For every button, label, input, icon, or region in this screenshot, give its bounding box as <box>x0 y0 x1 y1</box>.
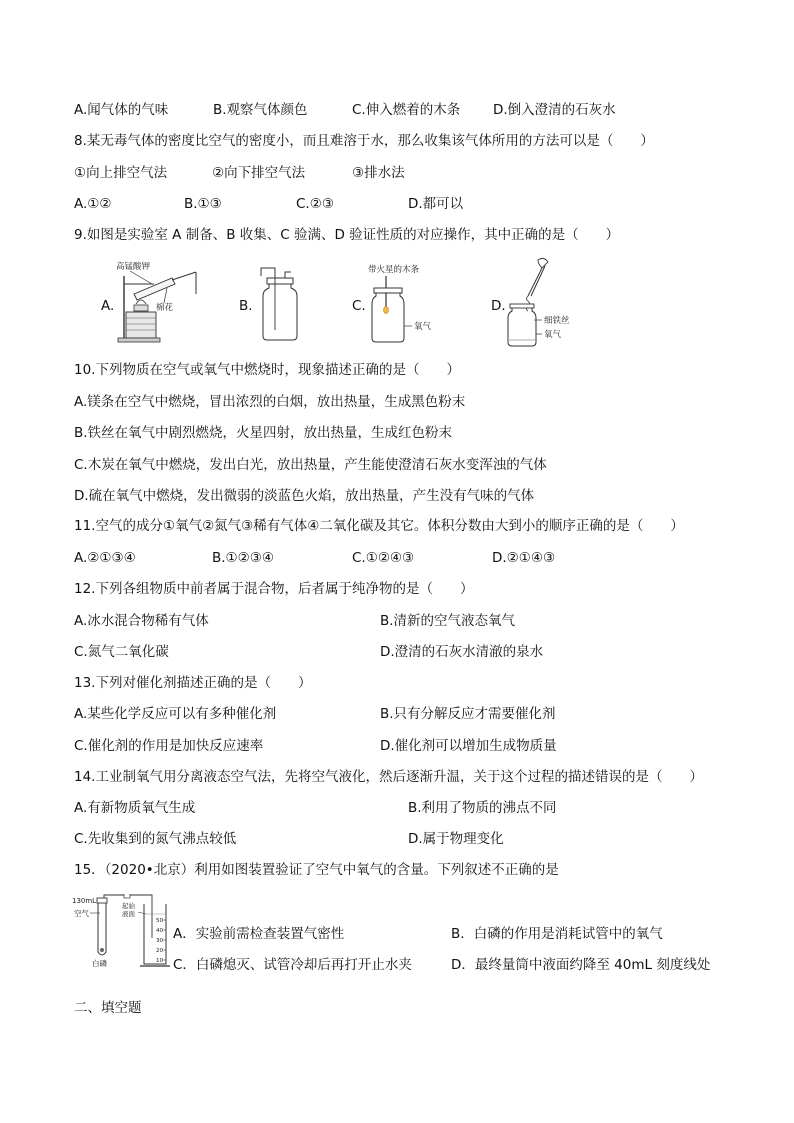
section-title-fill-in: 二、填空题 <box>74 1000 142 1016</box>
q12-option-d: D.澄清的石灰水清澈的泉水 <box>380 644 544 660</box>
figure-d-label-oxygen: 氧气 <box>544 330 562 340</box>
figure-15-label-volume: 130mL <box>72 897 97 905</box>
q14-option-c: C.先收集到的氮气沸点较低 <box>74 831 237 847</box>
figure-a-label-kmno4: 高锰酸钾 <box>116 262 151 272</box>
q7-option-b: B.观察气体颜色 <box>213 102 308 118</box>
q13-option-c: C.催化剂的作用是加快反应速率 <box>74 738 264 754</box>
figure-15-tick-30: 30 <box>156 938 163 944</box>
q7-option-d: D.倒入澄清的石灰水 <box>493 102 616 118</box>
q9-label-c: C. <box>352 298 366 314</box>
q10-stem: 10.下列物质在空气或氧气中燃烧时，现象描述正确的是（ ） <box>74 362 460 378</box>
q12-option-b: B.清新的空气液态氧气 <box>380 613 516 629</box>
q15-option-d: D．最终量筒中液面约降至 40mL 刻度线处 <box>451 957 711 973</box>
q9-label-a: A. <box>101 298 115 314</box>
q11-stem: 11.空气的成分①氧气②氮气③稀有气体④二氧化碳及其它。体积分数由大到小的顺序正确的是（ ） <box>74 518 684 534</box>
q10-option-c: C.木炭在氧气中燃烧，发出白光，放出热量，产生能使澄清石灰水变浑浊的气体 <box>74 457 547 473</box>
q10-option-b: B.铁丝在氧气中剧烈燃烧，火星四射，放出热量，生成红色粉末 <box>74 425 453 441</box>
figure-15-label-start-2: 液面 <box>122 910 135 918</box>
q10-option-d: D.硫在氧气中燃烧，发出微弱的淡蓝色火焰，放出热量，产生没有气味的气体 <box>74 488 535 504</box>
q13-stem: 13.下列对催化剂描述正确的是（ ） <box>74 675 312 691</box>
q14-option-a: A.有新物质氧气生成 <box>74 800 196 816</box>
figure-c-label-splint: 带火星的木条 <box>368 265 420 275</box>
figure-15-tick-50: 50 <box>156 918 163 924</box>
q8-stem: 8.某无毒气体的密度比空气的密度小，而且难溶于水，那么收集该气体所用的方法可以是（ ） <box>74 133 654 149</box>
q8-method-3: ③排水法 <box>352 165 405 181</box>
q14-stem: 14.工业制氧气用分离液态空气法，先将空气液化，然后逐渐升温，关于这个过程的描述错误的是（ ） <box>74 769 703 785</box>
q11-option-d: D.②①④③ <box>492 550 556 566</box>
q10-option-a: A.镁条在空气中燃烧，冒出浓烈的白烟，放出热量，生成黑色粉末 <box>74 394 466 410</box>
q13-option-b: B.只有分解反应才需要催化剂 <box>380 706 556 722</box>
q9-label-b: B. <box>239 298 253 314</box>
q7-option-c: C.伸入燃着的木条 <box>352 102 461 118</box>
q12-stem: 12.下列各组物质中前者属于混合物，后者属于纯净物的是（ ） <box>74 581 474 597</box>
q9-stem: 9.如图是实验室 A 制备、B 收集、C 验满、D 验证性质的对应操作，其中正确的是（ ） <box>74 227 620 243</box>
q8-method-2: ②向下排空气法 <box>212 165 306 181</box>
q8-option-d: D.都可以 <box>408 196 464 212</box>
q13-option-a: A.某些化学反应可以有多种催化剂 <box>74 706 277 722</box>
q12-option-c: C.氮气二氧化碳 <box>74 644 169 660</box>
q8-option-c: C.②③ <box>296 196 334 212</box>
figure-15-tick-20: 20 <box>156 948 163 954</box>
q12-option-a: A.冰水混合物稀有气体 <box>74 613 209 629</box>
figure-15-label-air: 空气 <box>74 909 89 918</box>
figure-15-label-phosphorus: 白磷 <box>92 959 107 968</box>
figure-15-tick-10: 10 <box>156 958 163 964</box>
figure-15-tick-40: 40 <box>156 928 163 934</box>
q11-option-a: A.②①③④ <box>74 550 136 566</box>
figure-c-fullness-test <box>362 262 452 344</box>
q15-option-a: A．实验前需检查装置气密性 <box>173 926 345 942</box>
figure-d-label-wire: 细铁丝 <box>544 316 570 326</box>
figure-a-label-cotton: 棉花 <box>156 303 174 313</box>
q14-option-b: B.利用了物质的沸点不同 <box>408 800 557 816</box>
q8-option-b: B.①③ <box>184 196 222 212</box>
q7-option-a: A.闻气体的气味 <box>74 102 169 118</box>
q15-option-c: C．白磷熄灭、试管冷却后再打开止水夹 <box>173 957 412 973</box>
figure-15-label-start-1: 起始 <box>122 902 135 910</box>
q15-option-b: B．白磷的作用是消耗试管中的氧气 <box>451 926 663 942</box>
q9-label-d: D. <box>491 298 506 314</box>
q14-option-d: D.属于物理变化 <box>408 831 504 847</box>
figure-15-oxygen-content-apparatus <box>70 894 170 970</box>
q8-option-a: A.①② <box>74 196 112 212</box>
figure-b-gas-bottle <box>255 266 305 342</box>
q11-option-b: B.①②③④ <box>212 550 274 566</box>
q11-option-c: C.①②④③ <box>352 550 415 566</box>
figure-c-label-oxygen: 氧气 <box>414 322 432 332</box>
q8-method-1: ①向上排空气法 <box>74 165 168 181</box>
figure-a-heating-apparatus <box>112 258 212 344</box>
figure-d-iron-wire <box>498 254 588 348</box>
q15-stem: 15．（2020•北京）利用如图装置验证了空气中氧气的含量。下列叙述不正确的是 <box>74 862 559 878</box>
q13-option-d: D.催化剂可以增加生成物质量 <box>380 738 557 754</box>
